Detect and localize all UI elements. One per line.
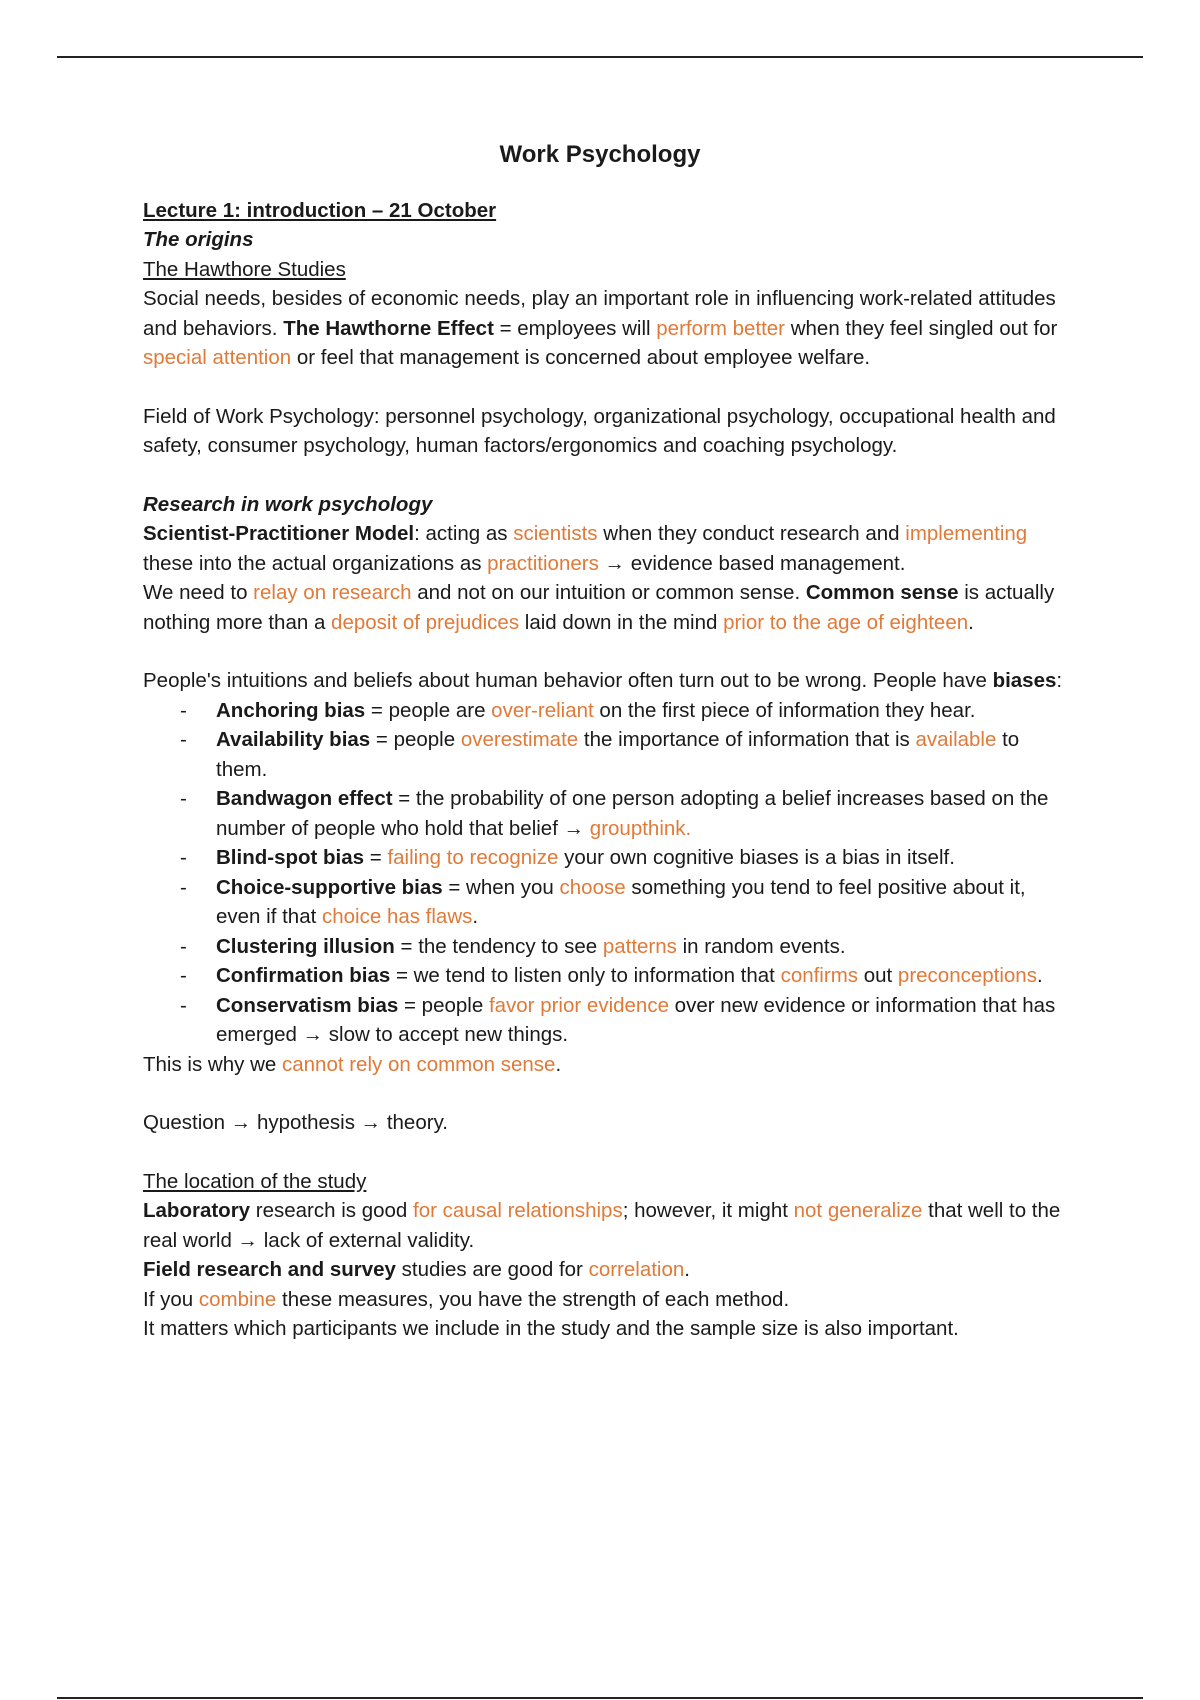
term-laboratory: Laboratory: [143, 1199, 251, 1222]
paragraph-laboratory: Laboratory research is good for causal relationships; however, it might not generalize that well to the real world → lack of external validity.: [143, 1199, 1061, 1252]
bias-list-item: - Conservatism bias = people favor prior evidence over new evidence or information that has emerged → slow to accept new things.: [143, 991, 1063, 1050]
bias-name: Confirmation bias: [216, 964, 391, 987]
highlight: perform better: [656, 316, 786, 340]
highlight: scientists: [513, 522, 598, 545]
highlight: practitioners: [487, 551, 599, 575]
paragraph-field-research: Field research and survey studies are good for correlation.: [143, 1258, 690, 1281]
lecture-heading: Lecture 1: introduction – 21 October: [143, 198, 497, 222]
highlight: favor prior evidence: [488, 993, 669, 1017]
subheading-location: The location of the study: [143, 1169, 367, 1193]
bias-name: Bandwagon effect: [216, 787, 393, 810]
bias-list-item: - Blind-spot bias = failing to recognize your own cognitive biases is a bias in itself.: [143, 843, 1063, 873]
paragraph-participants: It matters which participants we include in the study and the sample size is also important.: [143, 1317, 959, 1340]
highlight: choose: [559, 875, 626, 899]
highlight: implementing: [905, 522, 1028, 545]
bias-list-item: - Confirmation bias = we tend to listen only to information that confirms out preconceptions.: [143, 961, 1063, 991]
bias-name: Choice-supportive bias: [216, 875, 443, 899]
highlight: choice has flaws: [321, 905, 473, 928]
term-common-sense: Common sense: [805, 581, 959, 604]
bias-list-item: - Anchoring bias = people are over-reliant on the first piece of information they hear.: [143, 696, 1063, 726]
top-rule: [57, 56, 1143, 58]
paragraph-hawthorne: Social needs, besides of economic needs, play an important role in influencing work-related attitudes and behaviors. The Hawthorne Effect = employees will perform better when they feel singled out for special attention or feel that management is concerned about employee welfare.: [143, 287, 1058, 369]
term-hawthorne-effect: The Hawthorne Effect: [283, 316, 494, 340]
highlight: failing to recognize: [387, 846, 559, 869]
paragraph-field: Field of Work Psychology: personnel psychology, organizational psychology, occupational health and safety, consumer psychology, human factors/ergonomics and coaching psychology.: [143, 404, 1056, 457]
paragraph-common-sense: We need to relay on research and not on our intuition or common sense. Common sense is actually nothing more than a deposit of prejudices laid down in the mind prior to the age of eighteen.: [143, 581, 1055, 634]
highlight: for causal relationships: [413, 1199, 623, 1222]
highlight: special attention: [143, 346, 292, 369]
subheading-hawthorne: The Hawthore Studies: [143, 257, 346, 281]
highlight: cannot rely on common sense: [281, 1052, 556, 1076]
highlight: relay on research: [253, 581, 412, 604]
paragraph-question-theory: Question → hypothesis → theory.: [143, 1111, 448, 1134]
bias-list-item: - Bandwagon effect = the probability of one person adopting a belief increases based on the number of people who hold that belief → groupthink.: [143, 784, 1063, 843]
highlight: patterns: [602, 934, 677, 958]
bullet-dash: -: [180, 846, 187, 869]
paragraph-common-sense-conclusion: This is why we cannot rely on common sense.: [143, 1052, 562, 1076]
bias-name: Conservatism bias: [216, 993, 399, 1017]
bias-name: Availability bias: [216, 728, 371, 751]
bias-list: [143, 696, 1063, 1050]
paragraph-combine: If you combine these measures, you have the strength of each method.: [143, 1287, 790, 1311]
highlight: overestimate: [460, 728, 579, 751]
section-heading-origins: The origins: [143, 228, 254, 251]
highlight: confirms: [780, 964, 859, 987]
paragraph-biases-intro: People's intuitions and beliefs about human behavior often turn out to be wrong. People have biases:: [143, 669, 1063, 692]
section-heading-research: Research in work psychology: [143, 492, 433, 516]
term-biases: biases: [992, 669, 1057, 692]
bullet-dash: -: [180, 934, 187, 958]
highlight: over-reliant: [491, 698, 594, 722]
highlight: combine: [198, 1287, 277, 1311]
highlight: prior to the age of eighteen: [723, 610, 969, 634]
bias-name: Blind-spot bias: [216, 846, 365, 869]
bias-name: Anchoring bias: [216, 698, 366, 722]
highlight: deposit of prejudices: [331, 610, 520, 634]
bullet-dash: -: [180, 964, 187, 987]
bullet-dash: -: [180, 787, 187, 810]
document-page: [143, 140, 1063, 1344]
highlight: correlation: [588, 1258, 685, 1281]
term-field-research: Field research and survey: [143, 1258, 396, 1281]
bullet-dash: -: [180, 698, 187, 722]
highlight: groupthink.: [589, 816, 692, 840]
page-title: Work Psychology: [499, 141, 701, 168]
bias-name: Clustering illusion: [216, 934, 395, 958]
bullet-dash: -: [180, 875, 187, 899]
highlight: available: [915, 728, 997, 751]
bullet-dash: -: [180, 728, 187, 751]
bias-list-item: - Choice-supportive bias = when you choose something you tend to feel positive about it, even if that choice has flaws.: [143, 873, 1063, 932]
highlight: not generalize: [793, 1199, 923, 1222]
highlight: preconceptions: [897, 964, 1037, 987]
bullet-dash: -: [180, 993, 187, 1017]
bottom-rule: [57, 1697, 1143, 1699]
paragraph-scientist-practitioner: Scientist-Practitioner Model: acting as scientists when they conduct research and implementing these into the actual organizations as practitioners → evidence based management.: [143, 522, 1028, 575]
bias-list-item: - Availability bias = people overestimate the importance of information that is available to them.: [143, 725, 1063, 784]
term-scientist-practitioner: Scientist-Practitioner Model: [143, 522, 415, 545]
bias-list-item: - Clustering illusion = the tendency to see patterns in random events.: [143, 932, 1063, 962]
